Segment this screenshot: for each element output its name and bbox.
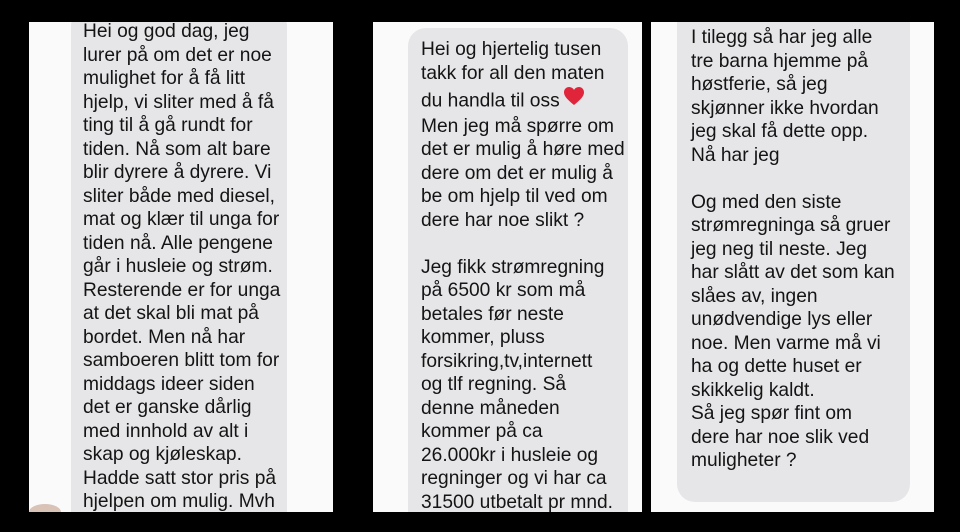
message-line: forsikring,tv,internett: [421, 350, 593, 372]
paragraph-gap: [691, 167, 904, 191]
message-line: takk for all den maten: [421, 62, 605, 84]
message-line: Hei og god dag, jeg: [83, 22, 250, 42]
message-line: jeg skal få dette opp.: [691, 121, 869, 142]
message-line: Nå har jeg: [691, 144, 780, 166]
message-line: bordet. Men nå har: [83, 326, 246, 348]
message-line: og tlf regning. Så: [421, 374, 567, 395]
message-bubble-2: [408, 28, 628, 512]
message-line: blir dyrere å dyrere. Vi: [83, 162, 272, 183]
message-line: mulighet for å få litt: [83, 68, 246, 89]
message-line: det er mulig å høre med: [421, 139, 625, 160]
message-line: mat og klær til unga for: [83, 209, 280, 230]
message-line: har slått av det som kan: [691, 262, 895, 283]
message-line: unødvendige lys eller: [691, 309, 873, 330]
message-line: middags ideer siden: [83, 373, 255, 395]
message-line: skjønner ikke hvordan: [691, 97, 879, 119]
message-line: sliter både med diesel,: [83, 185, 275, 207]
message-line: Resterende er for unga: [83, 279, 281, 301]
message-line: be om hjelp til ved om: [421, 186, 608, 207]
message-line: kommer, pluss: [421, 327, 545, 348]
message-line: denne måneden: [421, 397, 560, 419]
message-line: tiden. Nå som alt bare: [83, 138, 271, 160]
message-line: dere om det er mulig å: [421, 162, 613, 184]
message-line: går i husleie og strøm.: [83, 256, 273, 277]
message-line: noe. Men varme må vi: [691, 332, 881, 354]
message-line: det er ganske dårlig: [83, 397, 252, 418]
message-line: I tilegg så har jeg alle: [691, 27, 873, 48]
message-line: Jeg fikk strømregning: [421, 256, 605, 278]
message-line: regninger og vi har ca: [421, 468, 607, 489]
message-line: tre barna hjemme på: [691, 50, 869, 72]
screenshot-panel-3: [651, 22, 934, 512]
message-line: hjelp, vi sliter med å få: [83, 91, 274, 113]
message-line: hjelpen om mulig. Mvh: [83, 491, 275, 512]
message-line: ha og dette huset er: [691, 356, 862, 377]
message-line-with-heart: [421, 88, 620, 115]
message-line: Hadde satt stor pris på: [83, 467, 277, 489]
message-line: skikkelig kaldt.: [691, 379, 815, 401]
message-line: strømregninga så gruer: [691, 215, 891, 236]
message-line: at det skal bli mat på: [83, 303, 259, 324]
message-line: skap og kjøleskap.: [83, 444, 242, 465]
message-line: 31500 utbetalt pr mnd.: [421, 491, 614, 512]
message-line: dere har noe slikt ?: [421, 209, 585, 231]
message-line: lurer på om det er noe: [83, 44, 272, 66]
message-line: dere har noe slik ved: [691, 426, 870, 448]
message-line: slåes av, ingen: [691, 285, 818, 307]
message-line: Så jeg spør fint om: [691, 403, 853, 424]
message-line: samboeren blitt tom for: [83, 350, 280, 371]
message-line: Og med den siste: [691, 191, 842, 213]
message-line: Hei og hjertelig tusen: [421, 39, 602, 60]
message-line: kommer på ca: [421, 421, 543, 442]
message-line: muligheter ?: [691, 450, 797, 471]
paragraph-gap: [421, 232, 620, 256]
message-bubble-3: [677, 22, 910, 502]
message-line: på 6500 kr som må: [421, 280, 586, 301]
heart-icon: [563, 86, 585, 113]
message-line: 26.000kr i husleie og: [421, 444, 599, 466]
message-line: jeg neg til neste. Jeg: [691, 238, 868, 260]
message-line: ting til å gå rundt for: [83, 115, 253, 136]
avatar: [29, 504, 61, 512]
message-line: med innhold av alt i: [83, 420, 249, 442]
message-line: tiden nå. Alle pengene: [83, 232, 273, 254]
screenshot-panel-1: [29, 22, 333, 512]
message-line: betales før neste: [421, 303, 564, 325]
message-bubble-1: [71, 22, 287, 512]
message-line: høstferie, så jeg: [691, 74, 828, 95]
screenshot-panel-2: [373, 22, 642, 512]
message-line: Men jeg må spørre om: [421, 115, 614, 137]
message-line: du handla til oss: [421, 90, 560, 112]
